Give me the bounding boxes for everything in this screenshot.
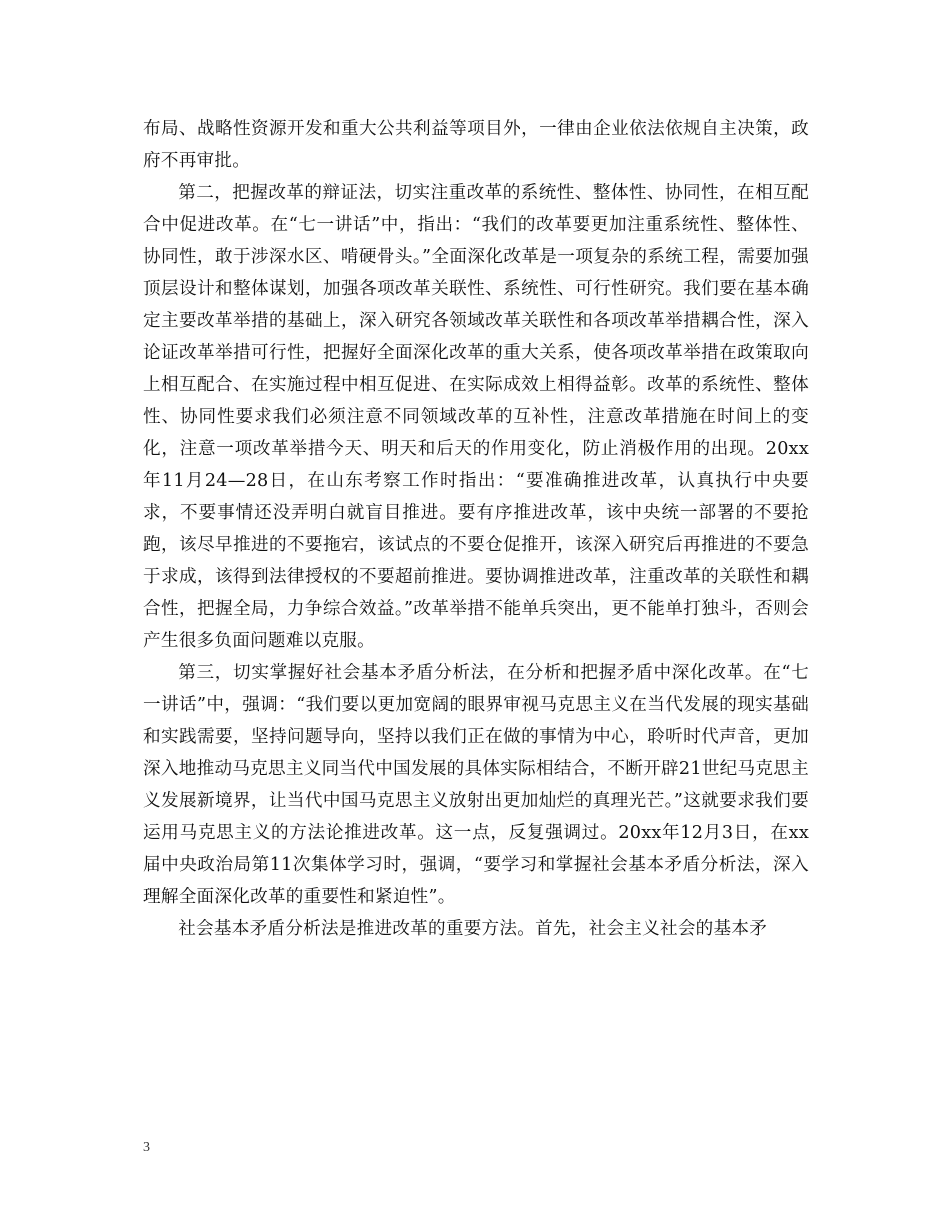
paragraph-third-point: 第三，切实掌握好社会基本矛盾分析法，在分析和把握矛盾中深化改革。在“七一讲话”中，强调：“我们要以更加宽阔的眼界审视马克思主义在当代发展的现实基础和实践需要，坚持问题导向，坚持以我们正在做的事情为中心，聆听时代声音，更加深入地推动马克思主义同当代中国发展的具体实际相结合，不断开辟21世纪马克思主义发展新境界，让当代中国马克思主义放射出更加灿烂的真理光芒。”这就要求我们要运用马克思主义的方法论推进改革。这一点，反复强调过。20xx年12月3日，在xx届中央政治局第11次集体学习时，强调，“要学习和掌握社会基本矛盾分析法，深入理解全面深化改革的重要性和紧迫性”。 [143,663,809,907]
paragraph-contradiction-analysis: 社会基本矛盾分析法是推进改革的重要方法。首先，社会主义社会的基本矛 [178,919,768,939]
paragraph-second-point: 第二，把握改革的辩证法，切实注重改革的系统性、整体性、协同性，在相互配合中促进改革。在“七一讲话”中，指出：“我们的改革要更加注重系统性、整体性、协同性，敢于涉深水区、啃硬骨头。”全面深化改革是一项复杂的系统工程，需要加强顶层设计和整体谋划，加强各项改革关联性、系统性、可行性研究。我们要在基本确定主要改革举措的基础上，深入研究各领域改革关联性和各项改革举措耦合性，深入论证改革举措可行性，把握好全面深化改革的重大关系，使各项改革举措在政策取向上相互配合、在实施过程中相互促进、在实际成效上相得益彰。改革的系统性、整体性、协同性要求我们必须注意不同领域改革的互补性，注意改革措施在时间上的变化，注意一项改革举措今天、明天和后天的作用变化，防止消极作用的出现。20xx年11月24—28日，在山东考察工作时指出：“要准确推进改革，认真执行中央要求，不要事情还没弄明白就盲目推进。要有序推进改革，该中央统一部署的不要抢跑，该尽早推进的不要拖宕，该试点的不要仓促推开，该深入研究后再推进的不要急于求成，该得到法律授权的不要超前推进。要协调推进改革，注重改革的关联性和耦合性，把握全局，力争综合效益。”改革举措不能单兵突出，更不能单打独斗，否则会产生很多负面问题难以克服。 [143,183,809,651]
page-number: 3 [143,1140,150,1155]
document-body [143,113,809,945]
paragraph-continuation: 布局、战略性资源开发和重大公共利益等项目外，一律由企业依法依规自主决策，政府不再审批。 [143,119,809,171]
